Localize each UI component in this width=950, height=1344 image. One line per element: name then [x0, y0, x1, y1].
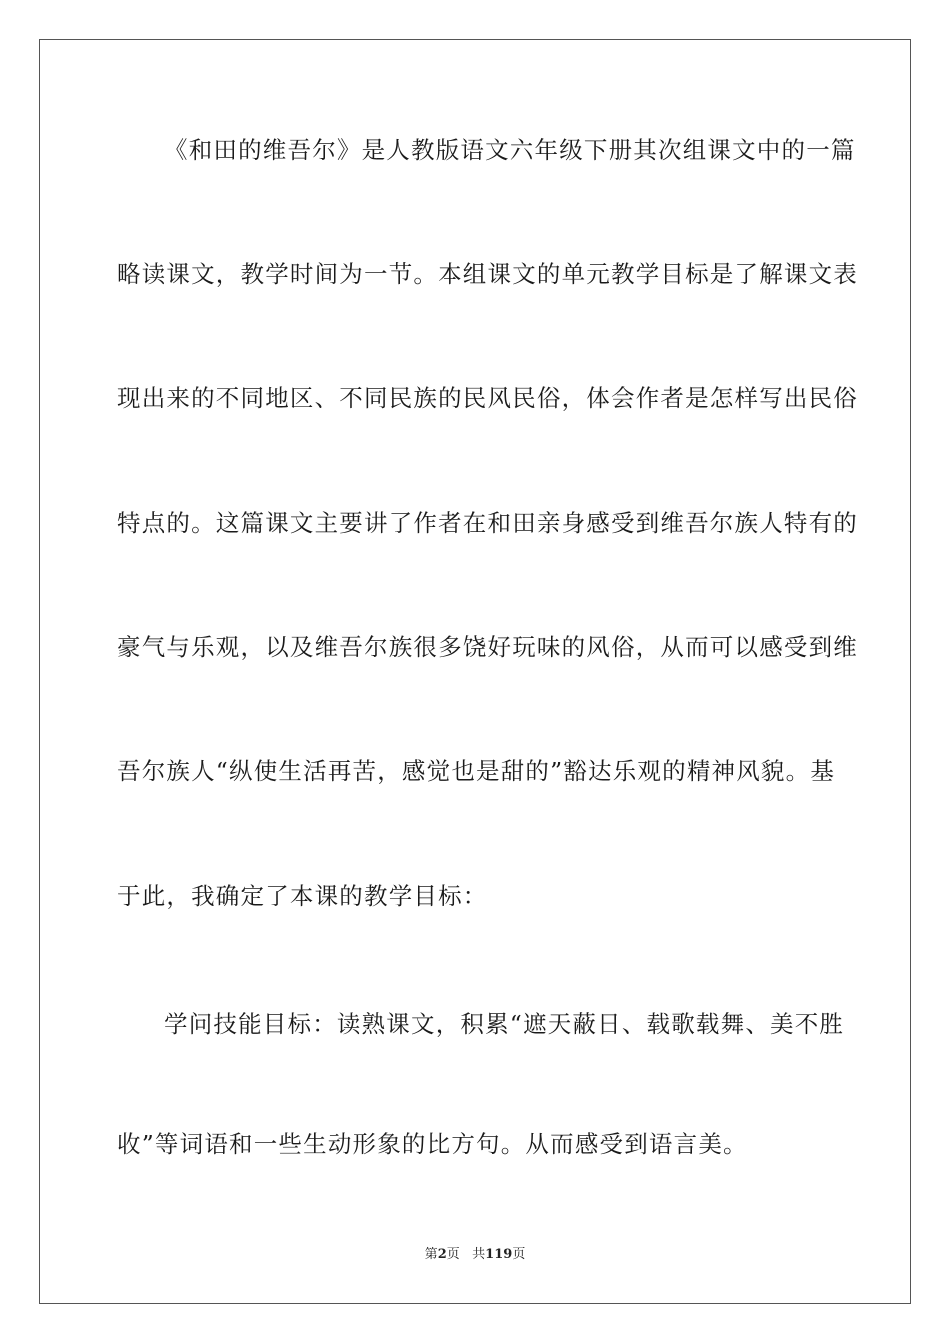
page-border	[39, 39, 911, 1304]
paragraph-line-3: 现出来的不同地区、不同民族的民风民俗，体会作者是怎样写出民俗	[117, 384, 858, 412]
paragraph-line-7: 于此，我确定了本课的教学目标：	[117, 882, 488, 910]
footer-total-pages: 119	[485, 1247, 513, 1262]
paragraph-line-4: 特点的。这篇课文主要讲了作者在和田亲身感受到维吾尔族人特有的	[117, 509, 858, 537]
footer-total-suffix: 页	[512, 1247, 526, 1262]
footer-page-suffix: 页	[446, 1247, 460, 1262]
page-footer	[0, 1246, 950, 1264]
paragraph-line-2: 略读课文，教学时间为一节。本组课文的单元教学目标是了解课文表	[117, 260, 858, 288]
footer-page-number: 2	[437, 1247, 447, 1262]
paragraph-line-9: 收”等词语和一些生动形象的比方句。从而感受到语言美。	[117, 1130, 748, 1158]
footer-total-prefix: 共	[472, 1247, 486, 1262]
footer-prefix: 第	[424, 1247, 438, 1262]
paragraph-line-8: 学问技能目标：读熟课文，积累“遮天蔽日、载歌载舞、美不胜	[164, 1010, 845, 1038]
paragraph-line-1: 《和田的维吾尔》是人教版语文六年级下册其次组课文中的一篇	[164, 136, 856, 164]
paragraph-line-5: 豪气与乐观，以及维吾尔族很多饶好玩味的风俗，从而可以感受到维	[117, 633, 858, 661]
paragraph-line-6: 吾尔族人“纵使生活再苦，感觉也是甜的”豁达乐观的精神风貌。基	[117, 757, 836, 785]
